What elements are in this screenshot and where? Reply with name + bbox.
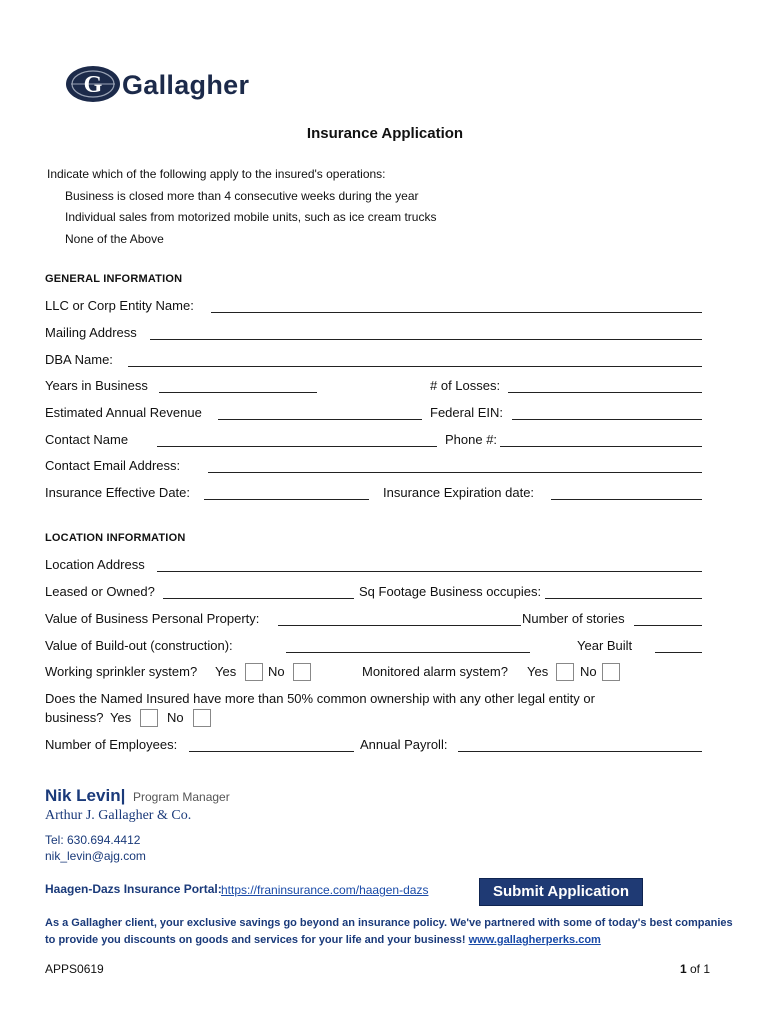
submit-application-button[interactable]: Submit Application [479,878,643,906]
ownership-question-cont: business? [45,710,104,725]
sprinkler-no-checkbox[interactable] [293,663,311,681]
sprinkler-no-label: No [268,664,285,679]
location-address-field[interactable] [157,557,702,572]
form-code: APPS0619 [45,962,104,976]
page-title: Insurance Application [306,125,464,142]
email-label: Contact Email Address: [45,458,181,473]
leased-owned-label: Leased or Owned? [45,584,155,599]
ownership-answer-row [45,710,702,730]
dates-row [45,485,702,505]
dba-row [45,352,702,372]
losses-field[interactable] [508,378,702,393]
years-label: Years in Business [45,378,148,393]
page-number [662,962,710,976]
perks-link[interactable]: www.gallagherperks.com [468,934,601,946]
effective-date-field[interactable] [204,485,369,500]
stories-field[interactable] [634,611,702,626]
mailing-address-label: Mailing Address [45,325,137,340]
perks-line-2-wrap [45,932,735,949]
leased-sqft-row [45,584,702,604]
email-field[interactable] [208,458,702,473]
dba-field[interactable] [128,352,702,367]
payroll-field[interactable] [458,737,702,752]
perks-line-1: As a Gallagher client, your exclusive savings go beyond an insurance policy. We've partnered with some of today's best companies [45,917,733,929]
losses-label: # of Losses: [430,378,501,393]
payroll-label: Annual Payroll: [360,737,448,752]
personal-property-field[interactable] [278,611,521,626]
effective-date-label: Insurance Effective Date: [45,485,191,500]
stories-label: Number of stories [522,611,625,626]
page-total: of 1 [689,962,710,976]
alarm-yes-label: Yes [527,664,549,679]
alarm-yes-checkbox[interactable] [556,663,574,681]
sprinkler-yes-checkbox[interactable] [245,663,263,681]
location-address-label: Location Address [45,557,145,572]
property-stories-row [45,611,702,631]
contact-signature-name [45,786,125,806]
sq-footage-field[interactable] [545,584,702,599]
employees-field[interactable] [189,737,354,752]
ownership-no-label: No [167,710,184,725]
svg-text:G: G [83,72,103,98]
signature-separator: | [120,786,126,805]
phone-label: Phone #: [445,432,498,447]
dba-label: DBA Name: [45,352,113,367]
sprinkler-label: Working sprinkler system? [45,664,198,679]
gallagher-g-globe-icon [65,64,121,104]
option-mobile-units[interactable]: Individual sales from motorized mobile units, such as ice cream trucks [65,210,437,224]
portal-label: Haagen-Dazs Insurance Portal: [45,882,222,896]
revenue-ein-row [45,405,702,425]
revenue-label: Estimated Annual Revenue [45,405,202,420]
ownership-yes-label: Yes [110,710,132,725]
phone-field[interactable] [500,432,702,447]
brand-name: Gallagher [122,70,250,100]
ein-label: Federal EIN: [430,405,503,420]
alarm-label: Monitored alarm system? [362,664,508,679]
signature-company: Arthur J. Gallagher & Co. [45,808,192,823]
ownership-question: Does the Named Insured have more than 50% common ownership with any other legal entity or [45,691,595,706]
location-info-heading: LOCATION INFORMATION [45,532,186,544]
entity-name-label: LLC or Corp Entity Name: [45,298,194,313]
option-closed-weeks[interactable]: Business is closed more than 4 consecutive weeks during the year [65,189,419,203]
option-none[interactable]: None of the Above [65,232,164,246]
sprinkler-alarm-row [45,664,702,684]
ein-field[interactable] [512,405,702,420]
employees-label: Number of Employees: [45,737,178,752]
years-field[interactable] [159,378,317,393]
year-built-label: Year Built [577,638,633,653]
sprinkler-yes-label: Yes [215,664,237,679]
signature-role: Program Manager [133,790,230,804]
buildout-label: Value of Build-out (construction): [45,638,233,653]
alarm-no-label: No [580,664,597,679]
signature-name: Nik Levin [45,786,121,805]
years-losses-row [45,378,702,398]
ownership-yes-checkbox[interactable] [140,709,158,727]
expiration-date-label: Insurance Expiration date: [383,485,535,500]
intro-text: Indicate which of the following apply to the insured's operations: [47,167,386,181]
signature-tel: Tel: 630.694.4412 [45,833,141,847]
employees-payroll-row [45,737,702,757]
sq-footage-label: Sq Footage Business occupies: [359,584,542,599]
general-info-heading: GENERAL INFORMATION [45,273,183,285]
perks-message [45,915,735,949]
contact-phone-row [45,432,702,452]
contact-name-label: Contact Name [45,432,129,447]
year-built-field[interactable] [655,638,702,653]
buildout-year-row [45,638,702,658]
location-address-row [45,557,702,577]
alarm-no-checkbox[interactable] [602,663,620,681]
buildout-field[interactable] [286,638,530,653]
email-row [45,458,702,478]
contact-name-field[interactable] [157,432,437,447]
entity-name-row [45,298,702,318]
personal-property-label: Value of Business Personal Property: [45,611,260,626]
entity-name-field[interactable] [211,298,702,313]
leased-owned-field[interactable] [163,584,354,599]
expiration-date-field[interactable] [551,485,702,500]
perks-line-2: to provide you discounts on goods and services for your life and your business! [45,934,466,946]
revenue-field[interactable] [218,405,422,420]
page-current: 1 [679,962,687,976]
signature-email-link[interactable]: nik_levin@ajg.com [45,849,146,863]
mailing-address-row [45,325,702,345]
ownership-no-checkbox[interactable] [193,709,211,727]
portal-link[interactable]: https://franinsurance.com/haagen-dazs [221,883,429,897]
mailing-address-field[interactable] [150,325,702,340]
